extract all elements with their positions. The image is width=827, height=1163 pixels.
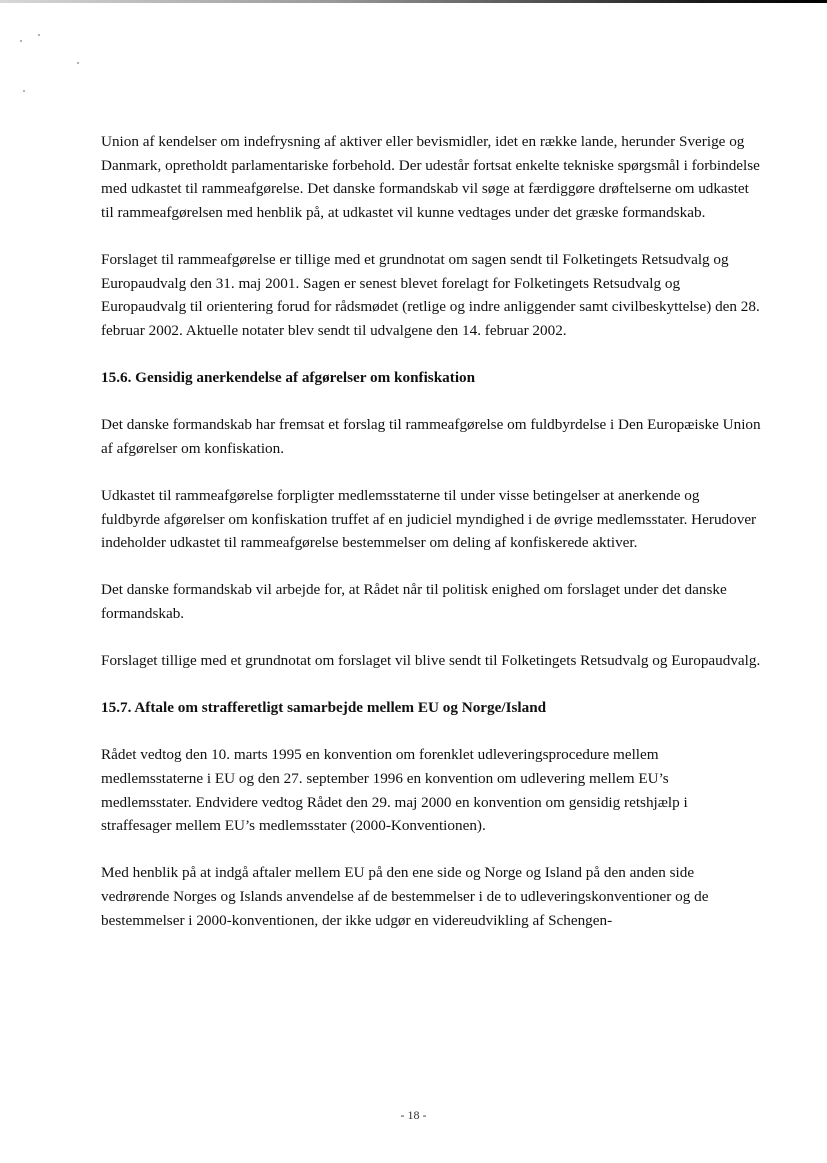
body-paragraph: Rådet vedtog den 10. marts 1995 en konvention om forenklet udleveringsprocedure mellem medlemsstaterne i EU og den 27. september 1996 en konvention om udlevering mellem EU’s medlemsstater. Endvidere vedtog Rådet den 29. maj 2000 en konvention om gensidig retshjælp i straffesager mellem EU’s medlemsstater (2000-Konventionen). (101, 746, 688, 835)
scan-speck (77, 62, 79, 64)
scan-speck (38, 34, 40, 36)
body-paragraph: Med henblik på at indgå aftaler mellem EU på den ene side og Norge og Island på den anden side vedrørende Norges og Islands anvendelse af de bestemmelser i de to udleveringskonventioner og de bestemmelser i 2000-konventionen, der ikke udgør en videreudvikling af Schengen- (101, 864, 709, 929)
body-paragraph: Forslaget tillige med et grundnotat om forslaget vil blive sendt til Folketingets Retsudvalg og Europaudvalg. (101, 652, 761, 670)
body-paragraph: Forslaget til rammeafgørelse er tillige med et grundnotat om sagen sendt til Folketingets Retsudvalg og Europaudvalg den 31. maj 2001. Sagen er senest blevet forelagt for Folketingets Retsudvalg og Europaudvalg til orientering forud for rådsmødet (retlige og indre anliggender samt civilbeskyttelse) den 28. februar 2002. Aktuelle notater blev sendt til udvalgene den 14. februar 2002. (101, 250, 760, 339)
scan-speck (20, 40, 22, 42)
body-paragraph: Det danske formandskab vil arbejde for, at Rådet når til politisk enighed om forslaget under det danske formandskab. (101, 581, 727, 622)
document-body (101, 130, 761, 956)
section-heading-15-6: 15.6. Gensidig anerkendelse af afgørelser om konfiskation (101, 368, 476, 386)
scan-speck (23, 90, 25, 92)
scan-top-rule (0, 0, 827, 3)
page-number: - 18 - (400, 1108, 427, 1122)
body-paragraph: Det danske formandskab har fremsat et forslag til rammeafgørelse om fuldbyrdelse i Den Europæiske Union af afgørelser om konfiskation. (101, 416, 761, 457)
body-paragraph: Union af kendelser om indefrysning af aktiver eller bevismidler, idet en række lande, herunder Sverige og Danmark, opretholdt parlamentariske forbehold. Der udestår fortsat enkelte tekniske spørgsmål i forbindelse med udkastet til rammeafgørelse. Det danske formandskab vil søge at færdiggøre drøftelserne om udkastet til rammeafgørelsen med henblik på, at udkastet vil kunne vedtages under det græske formandskab. (101, 133, 760, 221)
section-heading-15-7: 15.7. Aftale om strafferetligt samarbejde mellem EU og Norge/Island (101, 699, 547, 717)
body-paragraph: Udkastet til rammeafgørelse forpligter medlemsstaterne til under visse betingelser at anerkende og fuldbyrde afgørelser om konfiskation truffet af en judiciel myndighed i de øvrige medlemsstater. Herudover indeholder udkastet til rammeafgørelse bestemmelser om deling af konfiskerede aktiver. (101, 486, 757, 552)
